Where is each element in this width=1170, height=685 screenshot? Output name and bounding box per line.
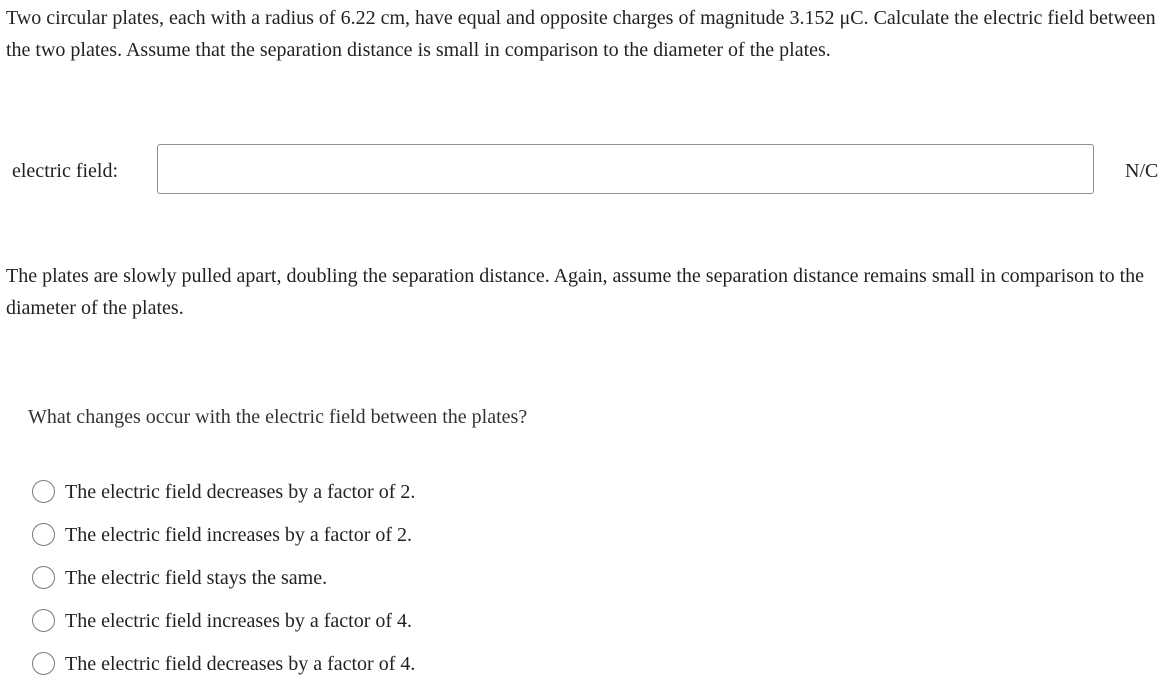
followup-statement: The plates are slowly pulled apart, doubling the separation distance. Again, assume the separation distance remains small in comparison to the diameter of the plates. [6,265,1145,319]
option-decreases-factor-4[interactable] [32,642,415,685]
radio-button[interactable] [32,566,55,589]
option-increases-factor-2[interactable] [32,513,415,556]
option-stays-same[interactable] [32,556,415,599]
electric-field-input[interactable] [157,144,1094,194]
option-label[interactable]: The electric field increases by a factor of 4. [65,609,413,632]
unit-label: N/C [1125,160,1159,182]
option-label[interactable]: The electric field stays the same. [65,566,328,589]
radio-button[interactable] [32,609,55,632]
electric-field-label: electric field: [12,160,119,182]
option-increases-factor-4[interactable] [32,599,415,642]
question-prompt: What changes occur with the electric field between the plates? [28,406,528,428]
option-label[interactable]: The electric field decreases by a factor of 2. [65,480,416,503]
radio-button[interactable] [32,480,55,503]
problem-statement: Two circular plates, each with a radius of 6.22 cm, have equal and opposite charges of magnitude 3.152 μC. Calculate the electric field between the two plates. Assume that the separation distance is small in comparison to the diameter of the plates. [6,7,1156,61]
option-decreases-factor-2[interactable] [32,470,415,513]
radio-button[interactable] [32,523,55,546]
option-label[interactable]: The electric field increases by a factor of 2. [65,523,413,546]
radio-button[interactable] [32,652,55,675]
answer-options [32,470,415,685]
option-label[interactable]: The electric field decreases by a factor of 4. [65,652,416,675]
answer-row [12,144,1170,198]
